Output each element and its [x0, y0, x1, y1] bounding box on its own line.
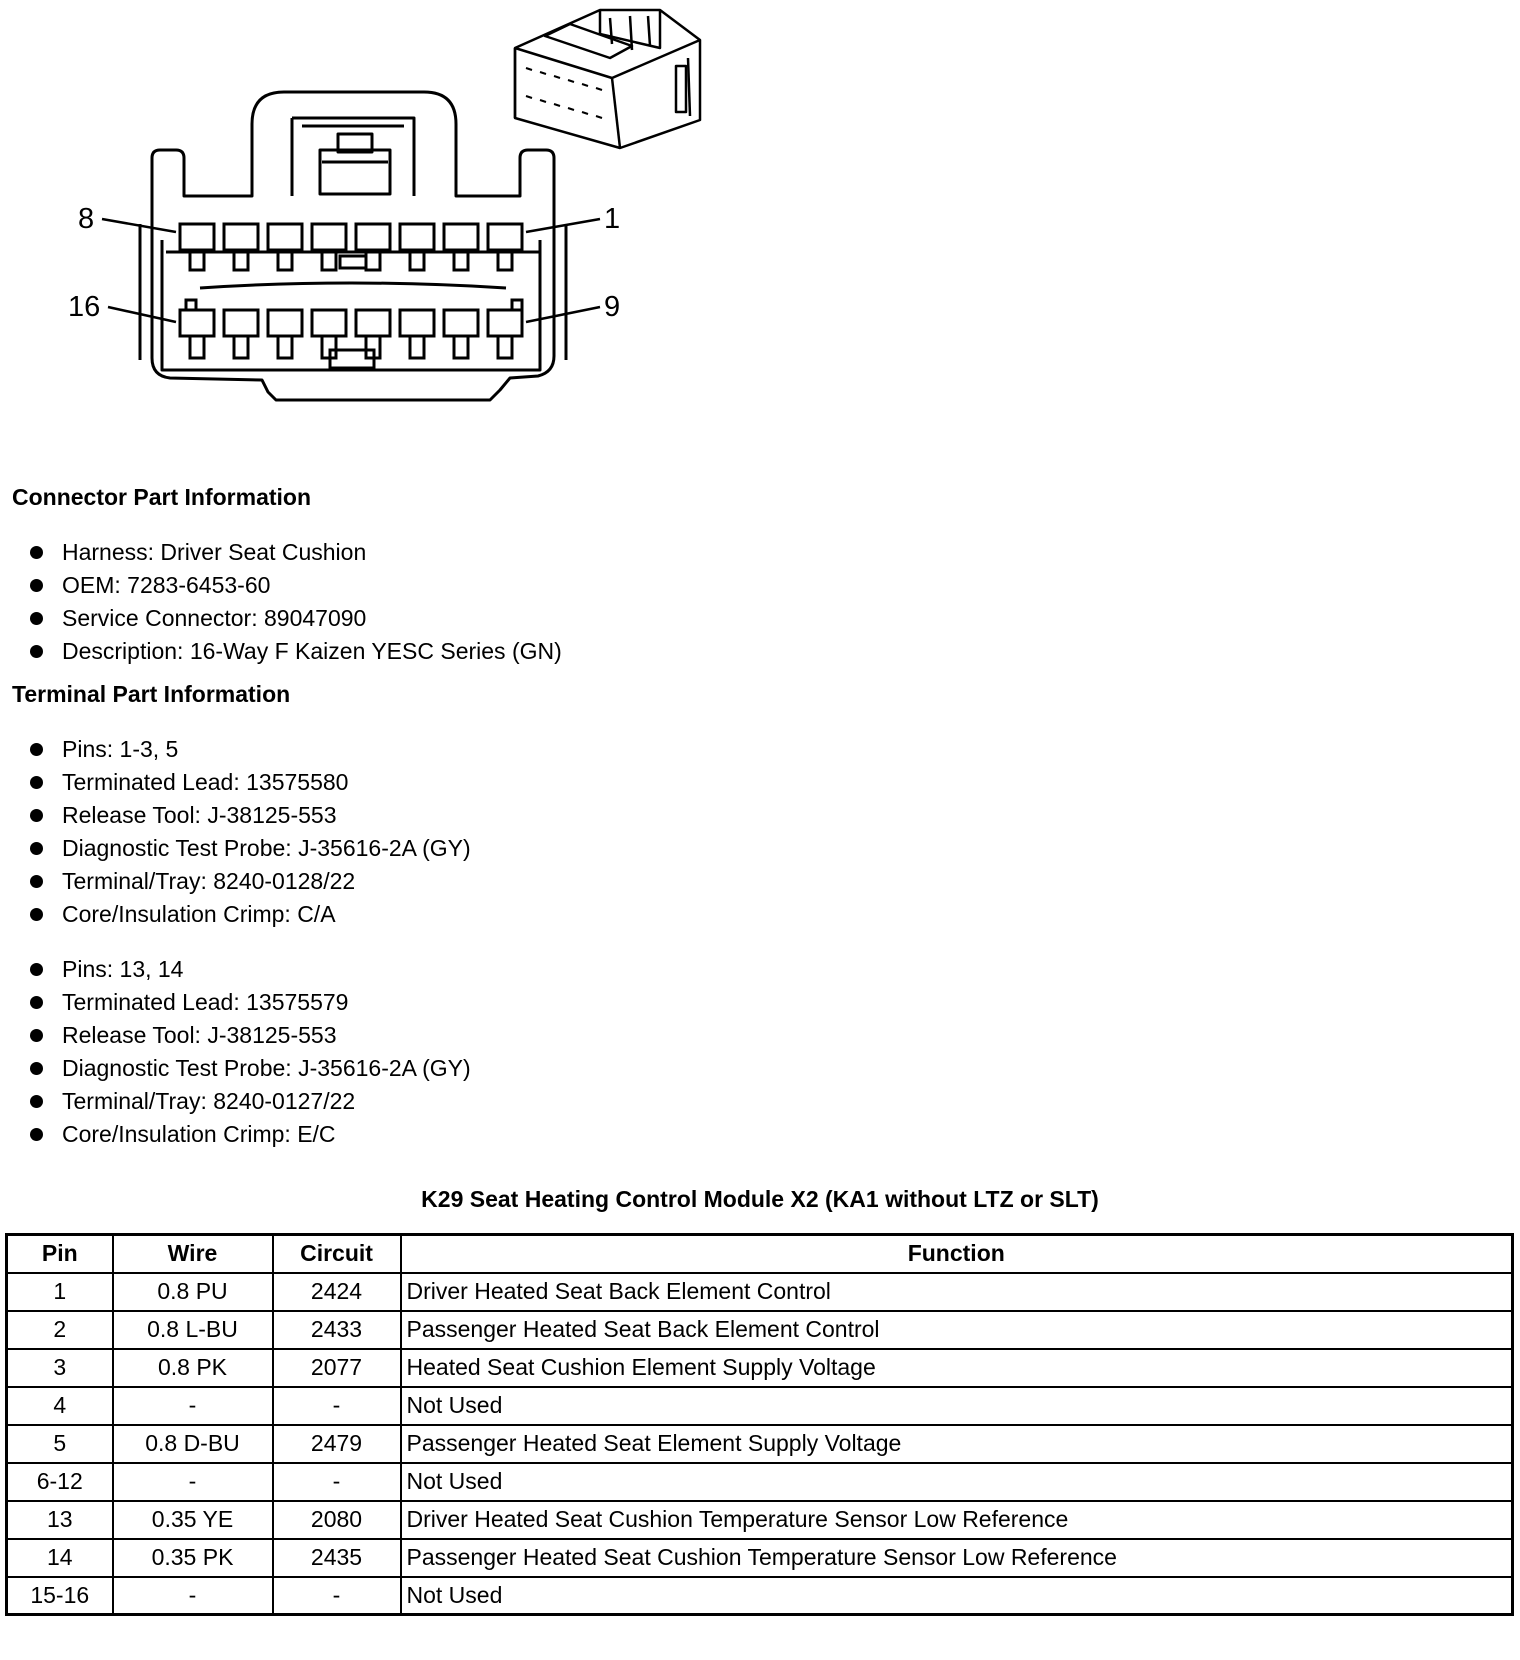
cell-circuit: - [273, 1463, 401, 1501]
terminal-info-release-tool: Release Tool: J-38125-553 [28, 1019, 471, 1052]
connector-info-harness: Harness: Driver Seat Cushion [28, 536, 562, 569]
cell-pin: 6-12 [7, 1463, 113, 1501]
cell-circuit: - [273, 1387, 401, 1425]
terminal-info-group-1 [28, 733, 471, 931]
terminal-info-terminal-tray: Terminal/Tray: 8240-0127/22 [28, 1085, 471, 1118]
terminal-info-terminated-lead: Terminated Lead: 13575580 [28, 766, 471, 799]
cell-wire: 0.35 PK [113, 1539, 273, 1577]
terminal-info-crimp: Core/Insulation Crimp: C/A [28, 898, 471, 931]
cell-pin: 1 [7, 1273, 113, 1311]
header-function: Function [401, 1235, 1513, 1273]
header-pin: Pin [7, 1235, 113, 1273]
cell-function: Passenger Heated Seat Element Supply Voltage [401, 1425, 1513, 1463]
pinout-table-title: K29 Seat Heating Control Module X2 (KA1 without LTZ or SLT) [421, 1186, 1099, 1212]
terminal-info-release-tool: Release Tool: J-38125-553 [28, 799, 471, 832]
connector-part-info-list [28, 536, 562, 668]
table-row [7, 1273, 1513, 1311]
terminal-info-pins: Pins: 1-3, 5 [28, 733, 471, 766]
leader-pin-16 [108, 307, 176, 322]
cell-pin: 4 [7, 1387, 113, 1425]
pin-label-1: 1 [604, 203, 621, 235]
pin-label-9: 9 [604, 291, 621, 323]
terminal-info-test-probe: Diagnostic Test Probe: J-35616-2A (GY) [28, 832, 471, 865]
cell-pin: 14 [7, 1539, 113, 1577]
cell-wire: 0.35 YE [113, 1501, 273, 1539]
cell-pin: 2 [7, 1311, 113, 1349]
connector-info-service-connector: Service Connector: 89047090 [28, 602, 562, 635]
terminal-info-crimp: Core/Insulation Crimp: E/C [28, 1118, 471, 1151]
terminal-info-test-probe: Diagnostic Test Probe: J-35616-2A (GY) [28, 1052, 471, 1085]
cell-circuit: 2077 [273, 1349, 401, 1387]
connector-drawing [0, 0, 720, 440]
bottom-row-terminals [180, 300, 522, 368]
cell-pin: 13 [7, 1501, 113, 1539]
cell-wire: 0.8 PK [113, 1349, 273, 1387]
connector-isometric-view [515, 10, 700, 148]
header-circuit: Circuit [273, 1235, 401, 1273]
cell-circuit: 2080 [273, 1501, 401, 1539]
terminal-info-pins: Pins: 13, 14 [28, 953, 471, 986]
cell-function: Not Used [401, 1387, 1513, 1425]
cell-wire: - [113, 1577, 273, 1615]
cell-circuit: 2479 [273, 1425, 401, 1463]
cell-pin: 5 [7, 1425, 113, 1463]
terminal-part-info-title: Terminal Part Information [12, 681, 291, 707]
table-row [7, 1425, 1513, 1463]
table-row [7, 1387, 1513, 1425]
cell-function: Passenger Heated Seat Cushion Temperature Sensor Low Reference [401, 1539, 1513, 1577]
connector-info-description: Description: 16-Way F Kaizen YESC Series (GN) [28, 635, 562, 668]
connector-part-info-title: Connector Part Information [12, 484, 312, 510]
leader-pin-1 [526, 219, 600, 232]
table-row [7, 1577, 1513, 1615]
cell-function: Not Used [401, 1577, 1513, 1615]
cell-function: Driver Heated Seat Back Element Control [401, 1273, 1513, 1311]
cell-function: Driver Heated Seat Cushion Temperature Sensor Low Reference [401, 1501, 1513, 1539]
table-row [7, 1463, 1513, 1501]
pin-label-16: 16 [68, 291, 101, 323]
cell-circuit: 2433 [273, 1311, 401, 1349]
cell-function: Heated Seat Cushion Element Supply Voltage [401, 1349, 1513, 1387]
leader-pin-9 [526, 307, 600, 322]
cell-function: Passenger Heated Seat Back Element Control [401, 1311, 1513, 1349]
cell-function: Not Used [401, 1463, 1513, 1501]
top-row-terminals [180, 224, 522, 270]
cell-wire: - [113, 1387, 273, 1425]
header-wire: Wire [113, 1235, 273, 1273]
cell-circuit: - [273, 1577, 401, 1615]
cell-wire: - [113, 1463, 273, 1501]
pin-label-8: 8 [78, 203, 95, 235]
table-row [7, 1311, 1513, 1349]
terminal-info-terminated-lead: Terminated Lead: 13575579 [28, 986, 471, 1019]
table-row [7, 1501, 1513, 1539]
cell-pin: 3 [7, 1349, 113, 1387]
table-row [7, 1349, 1513, 1387]
connector-diagram [0, 0, 720, 440]
cell-circuit: 2424 [273, 1273, 401, 1311]
cell-wire: 0.8 D-BU [113, 1425, 273, 1463]
cell-pin: 15-16 [7, 1577, 113, 1615]
terminal-info-group-2 [28, 953, 471, 1151]
cell-wire: 0.8 L-BU [113, 1311, 273, 1349]
cell-circuit: 2435 [273, 1539, 401, 1577]
terminal-info-terminal-tray: Terminal/Tray: 8240-0128/22 [28, 865, 471, 898]
table-row [7, 1539, 1513, 1577]
table-header-row [7, 1235, 1513, 1273]
connector-info-oem: OEM: 7283-6453-60 [28, 569, 562, 602]
cell-wire: 0.8 PU [113, 1273, 273, 1311]
pinout-table [5, 1233, 1514, 1616]
